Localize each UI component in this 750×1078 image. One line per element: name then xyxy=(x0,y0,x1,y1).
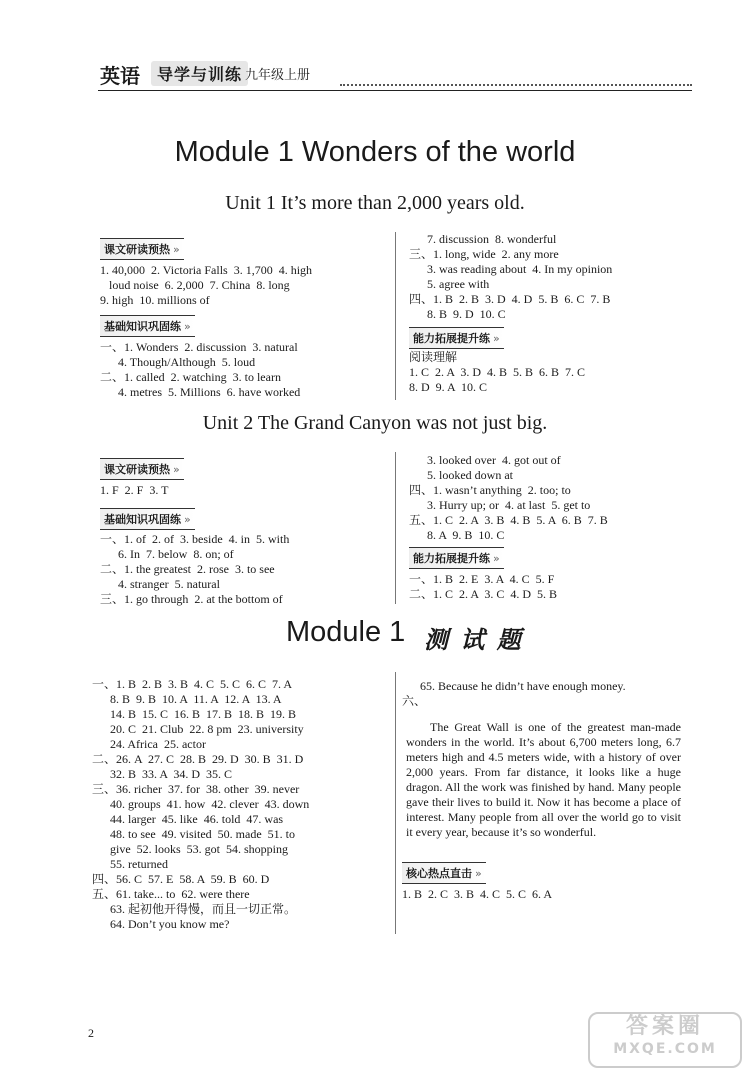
answer-line: 五、61. take... to 62. were there xyxy=(92,887,250,901)
answer-line: 4. metres 5. Millions 6. have worked xyxy=(100,385,301,399)
unit2-ability-heading: 能力拓展提升练 » xyxy=(409,547,504,569)
unit2-right-answers xyxy=(409,453,608,543)
answer-line: 五、1. C 2. A 3. B 4. B 5. A 6. B 7. B xyxy=(409,513,608,527)
answer-line: 1. C 2. A 3. D 4. B 5. B 6. B 7. C xyxy=(409,365,586,379)
watermark-url: MXQE.COM xyxy=(613,1041,717,1057)
answer-line: 64. Don’t you know me? xyxy=(92,917,230,931)
answer-line: 3. Hurry up; or 4. at last 5. get to xyxy=(409,498,591,512)
answer-line: 二、26. A 27. C 28. B 29. D 30. B 31. D xyxy=(92,752,304,766)
answer-line: 20. C 21. Club 22. 8 pm 23. university xyxy=(92,722,304,736)
answer-line: 3. was reading about 4. In my opinion xyxy=(409,262,613,276)
subject-label: 英语 xyxy=(100,66,140,88)
double-chevron-icon: » xyxy=(184,513,191,526)
module-title: Module 1 Wonders of the world xyxy=(174,136,576,168)
unit2-title: Unit 2 The Grand Canyon was not just big. xyxy=(202,412,548,434)
core-heading: 核心热点直击 » xyxy=(402,862,486,884)
section-label: 六、 xyxy=(402,694,427,708)
answer-line: 32. B 33. A 34. D 35. C xyxy=(92,767,233,781)
answer-line: 9. high 10. millions of xyxy=(100,293,210,307)
double-chevron-icon: » xyxy=(493,552,500,565)
unit2-preview-heading: 课文研读预热 » xyxy=(100,458,184,480)
unit1-basic-answers xyxy=(100,340,300,400)
answer-line: 4. stranger 5. natural xyxy=(100,577,220,591)
unit2-column-divider xyxy=(395,452,396,604)
answer-line: 8. A 9. B 10. C xyxy=(409,528,505,542)
answer-line: 一、1. of 2. of 3. beside 4. in 5. with xyxy=(100,532,290,546)
answer-line: 三、1. long, wide 2. any more xyxy=(409,247,559,261)
double-chevron-icon: » xyxy=(173,463,180,476)
answer-line: 63. 起初他开得慢，而且一切正常。 xyxy=(92,902,297,916)
unit1-ability-heading: 能力拓展提升练 » xyxy=(409,327,504,349)
unit1-preview-heading: 课文研读预热 » xyxy=(100,238,184,260)
double-chevron-icon: » xyxy=(475,867,482,880)
answer-line: 5. agree with xyxy=(409,277,490,291)
header-dotted-rule xyxy=(340,84,692,86)
page-number: 2 xyxy=(88,1026,94,1040)
answer-line: 一、1. B 2. B 3. B 4. C 5. C 6. C 7. A xyxy=(92,677,293,691)
answer-line: loud noise 6. 2,000 7. China 8. long xyxy=(100,278,290,292)
watermark-logo xyxy=(588,1012,742,1068)
answer-line: 65. Because he didn’t have enough money. xyxy=(402,679,626,693)
answer-line: 1. B 2. C 3. B 4. C 5. C 6. A xyxy=(402,887,553,901)
answer-line: 三、1. go through 2. at the bottom of xyxy=(100,592,283,606)
grade-label: 九年级上册 xyxy=(245,67,311,82)
answer-line: 四、56. C 57. E 58. A 59. B 60. D xyxy=(92,872,270,886)
answer-line: 1. 40,000 2. Victoria Falls 3. 1,700 4. high xyxy=(100,263,313,277)
unit1-column-divider xyxy=(395,232,396,400)
answer-line: 8. B 9. D 10. C xyxy=(409,307,506,321)
answer-line: 四、1. wasn’t anything 2. too; to xyxy=(409,483,571,497)
test-left-answers xyxy=(92,677,309,932)
answer-line: 8. D 9. A 10. C xyxy=(409,380,488,394)
answer-line: 40. groups 41. how 42. clever 43. down xyxy=(92,797,310,811)
answer-line: 48. to see 49. visited 50. made 51. to xyxy=(92,827,295,841)
test-right-answers xyxy=(402,679,626,709)
unit1-basic-heading: 基础知识巩固练 » xyxy=(100,315,195,337)
unit1-title: Unit 1 It’s more than 2,000 years old. xyxy=(225,192,525,214)
double-chevron-icon: » xyxy=(493,332,500,345)
answer-line: 一、1. B 2. E 3. A 4. C 5. F xyxy=(409,572,555,586)
answer-line: 4. Though/Although 5. loud xyxy=(100,355,256,369)
test-title-en: Module 1 xyxy=(286,616,406,648)
book-title: 导学与训练 xyxy=(151,61,248,86)
essay-paragraph: The Great Wall is one of the greatest man-made wonders in the world. It’s about 6,700 meters long, 6.7 meters high and 4.5 meters wide, with a history of over 2,000 years. From far distance, it looks like a huge dragon. All the work was finished by hand. Many people gave their lives to build it. Now it has become a place of interest. Many people from all over the world go to visit it every year, because it’s so wonderful. xyxy=(406,720,681,839)
answer-line: 二、1. C 2. A 3. C 4. D 5. B xyxy=(409,587,558,601)
double-chevron-icon: » xyxy=(173,243,180,256)
unit2-basic-heading: 基础知识巩固练 » xyxy=(100,508,195,530)
answer-line: give 52. looks 53. got 54. shopping xyxy=(92,842,289,856)
answer-line: 三、36. richer 37. for 38. other 39. never xyxy=(92,782,300,796)
core-answers xyxy=(402,887,552,902)
watermark-text: 答案圈 xyxy=(625,1014,704,1039)
answer-line: 24. Africa 25. actor xyxy=(92,737,206,751)
unit1-right-answers xyxy=(409,232,612,322)
answer-line: 7. discussion 8. wonderful xyxy=(409,232,557,246)
double-chevron-icon: » xyxy=(184,320,191,333)
reading-label: 阅读理解 xyxy=(409,350,458,364)
header-rule xyxy=(98,90,692,91)
test-column-divider xyxy=(395,672,396,934)
unit1-preview-answers xyxy=(100,263,312,308)
unit1-ability-answers xyxy=(409,350,585,395)
answer-line: 二、1. called 2. watching 3. to learn xyxy=(100,370,281,384)
unit2-basic-answers xyxy=(100,532,289,607)
answer-line: 5. looked down at xyxy=(409,468,513,482)
test-title-cn: 测 试 题 xyxy=(424,626,523,654)
answer-line: 14. B 15. C 16. B 17. B 18. B 19. B xyxy=(92,707,297,721)
answer-line: 四、1. B 2. B 3. D 4. D 5. B 6. C 7. B xyxy=(409,292,611,306)
answer-line: 3. looked over 4. got out of xyxy=(409,453,561,467)
answer-line: 8. B 9. B 10. A 11. A 12. A 13. A xyxy=(92,692,282,706)
answer-line: 二、1. the greatest 2. rose 3. to see xyxy=(100,562,275,576)
answer-line: 1. F 2. F 3. T xyxy=(100,483,169,497)
answer-line: 6. In 7. below 8. on; of xyxy=(100,547,234,561)
answer-line: 一、1. Wonders 2. discussion 3. natural xyxy=(100,340,298,354)
answer-line: 55. returned xyxy=(92,857,168,871)
unit2-preview-answers xyxy=(100,483,168,498)
unit2-ability-answers xyxy=(409,572,557,602)
answer-line: 44. larger 45. like 46. told 47. was xyxy=(92,812,284,826)
